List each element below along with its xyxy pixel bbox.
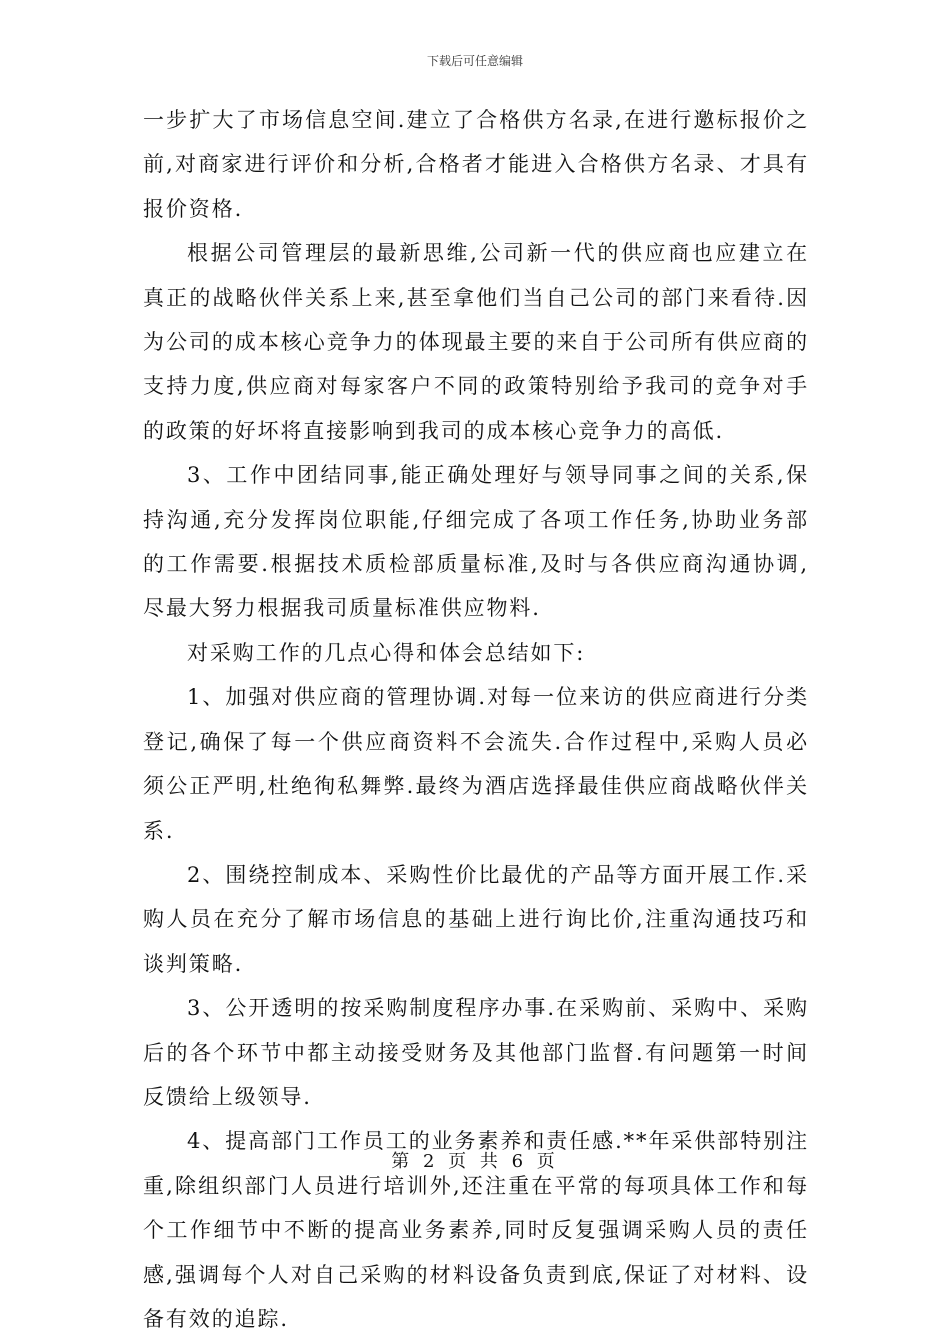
paragraph-point-2: 2、围绕控制成本、采购性价比最优的产品等方面开展工作.采购人员在充分了解市场信息的基础上进行询比价,注重沟通技巧和谈判策略. xyxy=(143,862,809,976)
paragraph-point-3: 3、公开透明的按采购制度程序办事.在采购前、采购中、采购后的各个环节中都主动接受财务及其他部门监督.有问题第一时间反馈给上级领导. xyxy=(143,996,809,1109)
paragraph-strategy: 根据公司管理层的最新思维,公司新一代的供应商也应建立在真正的战略伙伴关系上来,甚至拿他们当自己公司的部门来看待.因为公司的成本核心竞争力的体现最主要的来自于公司所有供应商的支持力度,供应商对每家客户不同的政策特别给予我司的竞争对手的政策的好坏将直接影响到我司的成本核心竞争力的高低. xyxy=(143,241,809,443)
page-header-note: 下载后可任意编辑 xyxy=(426,54,523,68)
paragraph-summary-intro: 对采购工作的几点心得和体会总结如下: xyxy=(187,640,586,665)
paragraph-continuation: 一步扩大了市场信息空间.建立了合格供方名录,在进行邀标报价之前,对商家进行评价和分析,合格者才能进入合格供方名录、才具有报价资格. xyxy=(143,108,809,221)
paragraph-point-1: 1、加强对供应商的管理协调.对每一位来访的供应商进行分类登记,确保了每一个供应商资料不会流失.合作过程中,采购人员必须公正严明,杜绝徇私舞弊.最终为酒店选择最佳供应商战略伙伴关系. xyxy=(143,685,809,843)
paragraph-item-3-teamwork: 3、工作中团结同事,能正确处理好与领导同事之间的关系,保持沟通,充分发挥岗位职能,仔细完成了各项工作任务,协助业务部的工作需要.根据技术质检部质量标准,及时与各供应商沟通协调,尽最大努力根据我司质量标准供应物料. xyxy=(143,463,809,621)
paragraph-point-4: 4、提高部门工作员工的业务素养和责任感.**年采供部特别注重,除组织部门人员进行培训外,还注重在平常的每项具体工作和每个工作细节中不断的提高业务素养,同时反复强调采购人员的责任感,强调每个人对自己采购的材料设备负责到底,保证了对材料、设备有效的追踪. xyxy=(143,1129,809,1331)
page-number-footer: 第 2 页 共 6 页 xyxy=(391,1151,559,1172)
